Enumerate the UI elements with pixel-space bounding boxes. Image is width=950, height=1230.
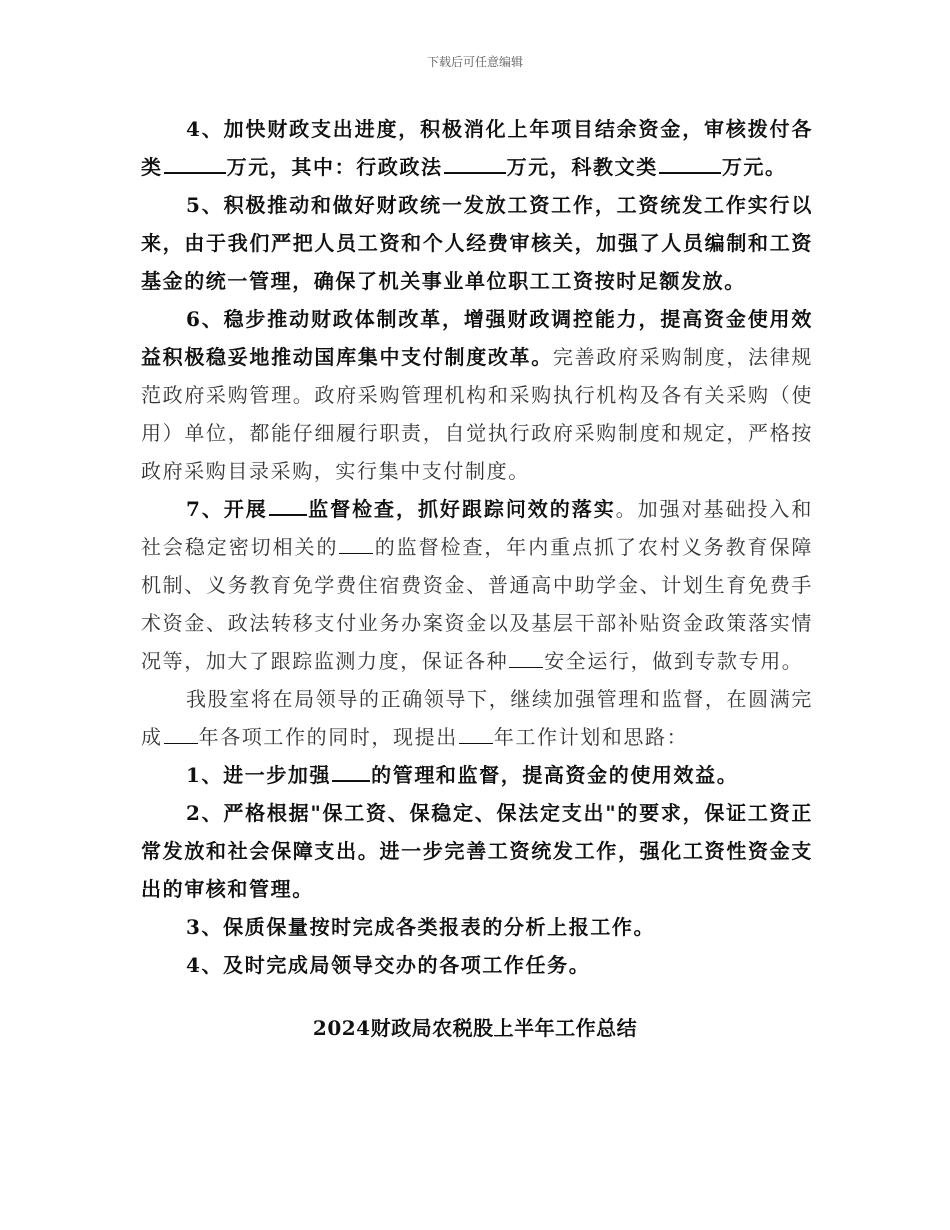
item-4 xyxy=(141,110,813,186)
plan-item-1-a: 1、进一步加强 xyxy=(186,763,332,787)
blank-field xyxy=(459,725,493,744)
item-7-normal-3: 安全运行，做到专款专用。 xyxy=(544,649,804,673)
item-6-bold: 6、稳步推动财政体制改革，增强财政调控能力，提高资金使用效益积极稳妥地推动国库集中支付制度改革。 xyxy=(141,307,813,369)
blank-field xyxy=(444,154,506,174)
plan-intro-c: 年工作计划和思路： xyxy=(493,725,689,749)
item-7 xyxy=(141,490,813,680)
plan-item-4: 4、及时完成局领导交办的各项工作任务。 xyxy=(186,953,591,977)
item-7-normal-2: 的监督检查，年内重点抓了农村义务教育保障机制、义务教育免学费住宿费资金、普通高中助学金、计划生育免费手术资金、政法转移支付业务办案资金以及基层干部补贴资金政策落实情况等，加大了跟踪监测力度，保证各种 xyxy=(141,535,814,673)
blank-field xyxy=(339,535,373,554)
blank-field xyxy=(659,154,721,174)
plan-item-3: 3、保质保量按时完成各类报表的分析上报工作。 xyxy=(186,915,656,939)
item-5: 5、积极推动和做好财政统一发放工资工作，工资统发工作实行以来，由于我们严把人员工资和个人经费审核关，加强了人员编制和工资基金的统一管理，确保了机关事业单位职工工资按时足额发放。 xyxy=(141,193,813,293)
item-4-text-d: 万元。 xyxy=(721,155,787,179)
item-4-text-a: 4、加快财政支出进度，积极消化上年项目结余资金，审核拨付各类 xyxy=(141,117,813,179)
item-7-normal-1: 。加强对基础投入和社会稳定密切相关的 xyxy=(141,497,813,559)
item-6-normal: 完善政府采购制度，法律规范政府采购管理。政府采购管理机构和采购执行机构及各有关采购（使用）单位，都能仔细履行职责，自觉执行政府采购制度和规定，严格按政府采购目录采购，实行集中支付制度。 xyxy=(141,345,813,483)
page-header: 下载后可任意编辑 xyxy=(426,55,523,69)
blank-field xyxy=(332,762,370,782)
plan-item-1 xyxy=(141,756,813,794)
item-4-text-b: 万元，其中：行政政法 xyxy=(226,155,443,179)
item-6 xyxy=(141,300,813,490)
blank-field xyxy=(269,496,307,516)
item-7-bold-b: 监督检查，抓好跟踪问效的落实 xyxy=(307,497,616,521)
plan-item-1-b: 的管理和监督，提高资金的使用效益。 xyxy=(371,763,739,787)
item-7-bold-a: 7、开展 xyxy=(186,497,268,521)
plan-intro-a: 我股室将在局领导的正确领导下，继续加强管理和监督，在圆满完成 xyxy=(141,687,813,749)
blank-field xyxy=(164,725,198,744)
blank-field xyxy=(164,154,226,174)
document-body xyxy=(141,110,813,984)
plan-item-2: 2、严格根据"保工资、保稳定、保法定支出"的要求，保证工资正常发放和社会保障支出。进一步完善工资统发工作，强化工资性资金支出的审核和管理。 xyxy=(141,801,813,901)
plan-intro xyxy=(141,680,813,756)
plan-intro-b: 年各项工作的同时，现提出 xyxy=(198,725,458,749)
blank-field xyxy=(509,649,543,668)
section-title: 2024财政局农税股上半年工作总结 xyxy=(312,1016,638,1040)
item-4-text-c: 万元，科教文类 xyxy=(506,155,658,179)
